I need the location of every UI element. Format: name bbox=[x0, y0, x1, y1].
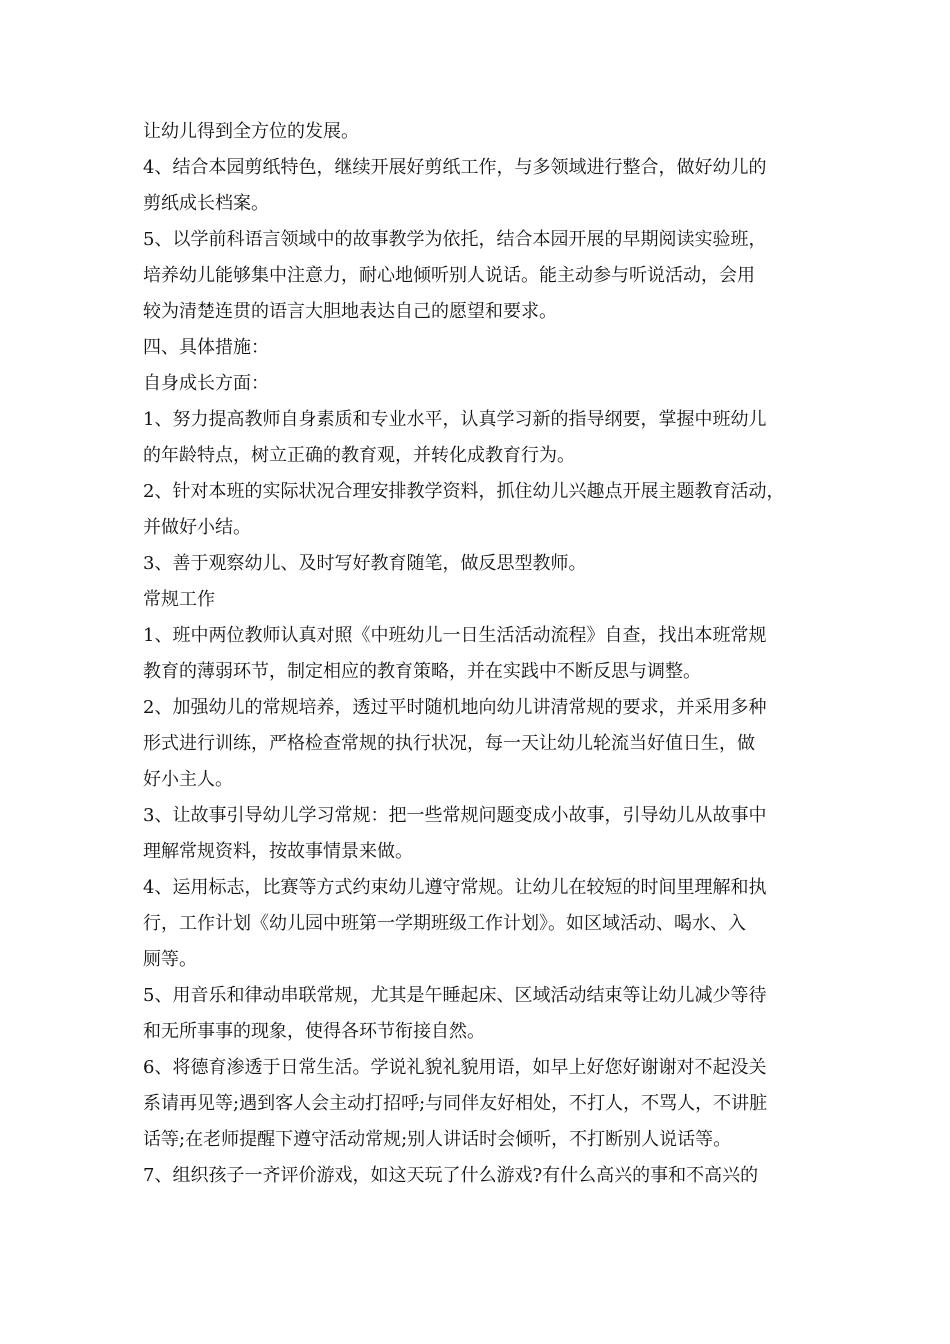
text-line: 5、以学前科语言领域中的故事教学为依托，结合本园开展的早期阅读实验班， bbox=[143, 229, 767, 250]
text-line: 教育的薄弱环节，制定相应的教育策略，并在实践中不断反思与调整。 bbox=[143, 661, 701, 682]
text-line: 1、班中两位教师认真对照《中班幼儿一日生活活动流程》自查，找出本班常规 bbox=[143, 625, 767, 646]
text-line: 3、善于观察幼儿、及时写好教育随笔，做反思型教师。 bbox=[143, 553, 587, 574]
text-line: 理解常规资料，按故事情景来做。 bbox=[143, 841, 413, 862]
text-line: 1、努力提高教师自身素质和专业水平，认真学习新的指导纲要，掌握中班幼儿 bbox=[143, 409, 767, 430]
document-body bbox=[143, 120, 815, 1200]
text-line: 让幼儿得到全方位的发展。 bbox=[143, 121, 359, 142]
text-line: 行，工作计划《幼儿园中班第一学期班级工作计划》。如区域活动、喝水、入 bbox=[143, 913, 746, 934]
text-line: 4、运用标志，比赛等方式约束幼儿遵守常规。让幼儿在较短的时间里理解和执 bbox=[143, 877, 767, 898]
text-line: 并做好小结。 bbox=[143, 517, 251, 538]
text-line: 较为清楚连贯的语言大胆地表达自己的愿望和要求。 bbox=[143, 301, 557, 322]
text-line: 形式进行训练，严格检查常规的执行状况，每一天让幼儿轮流当好值日生，做 bbox=[143, 733, 755, 754]
text-line: 7、组织孩子一齐评价游戏，如这天玩了什么游戏?有什么高兴的事和不高兴的 bbox=[143, 1165, 759, 1186]
section-heading: 四、具体措施： bbox=[143, 337, 269, 358]
text-line: 2、加强幼儿的常规培养，透过平时随机地向幼儿讲清常规的要求，并采用多种 bbox=[143, 697, 767, 718]
text-line: 培养幼儿能够集中注意力，耐心地倾听别人说话。能主动参与听说活动，会用 bbox=[143, 265, 755, 286]
subsection-heading: 常规工作 bbox=[143, 589, 215, 610]
text-line: 6、将德育渗透于日常生活。学说礼貌礼貌用语，如早上好您好谢谢对不起没关 bbox=[143, 1057, 767, 1078]
text-line: 2、针对本班的实际状况合理安排教学资料，抓住幼儿兴趣点开展主题教育活动， bbox=[143, 481, 785, 502]
text-line: 好小主人。 bbox=[143, 769, 233, 790]
text-line: 系请再见等;遇到客人会主动打招呼;与同伴友好相处，不打人，不骂人，不讲脏 bbox=[143, 1093, 768, 1114]
text-line: 和无所事事的现象，使得各环节衔接自然。 bbox=[143, 1021, 485, 1042]
subsection-heading: 自身成长方面： bbox=[143, 373, 269, 394]
text-line: 话等;在老师提醒下遵守活动常规;别人讲话时会倾听，不打断别人说话等。 bbox=[143, 1129, 732, 1150]
text-line: 5、用音乐和律动串联常规，尤其是午睡起床、区域活动结束等让幼儿减少等待 bbox=[143, 985, 767, 1006]
text-line: 厕等。 bbox=[143, 949, 197, 970]
text-line: 剪纸成长档案。 bbox=[143, 193, 269, 214]
text-line: 的年龄特点，树立正确的教育观，并转化成教育行为。 bbox=[143, 445, 575, 466]
text-line: 4、结合本园剪纸特色，继续开展好剪纸工作，与多领域进行整合，做好幼儿的 bbox=[143, 157, 767, 178]
text-line: 3、让故事引导幼儿学习常规：把一些常规问题变成小故事，引导幼儿从故事中 bbox=[143, 805, 767, 826]
